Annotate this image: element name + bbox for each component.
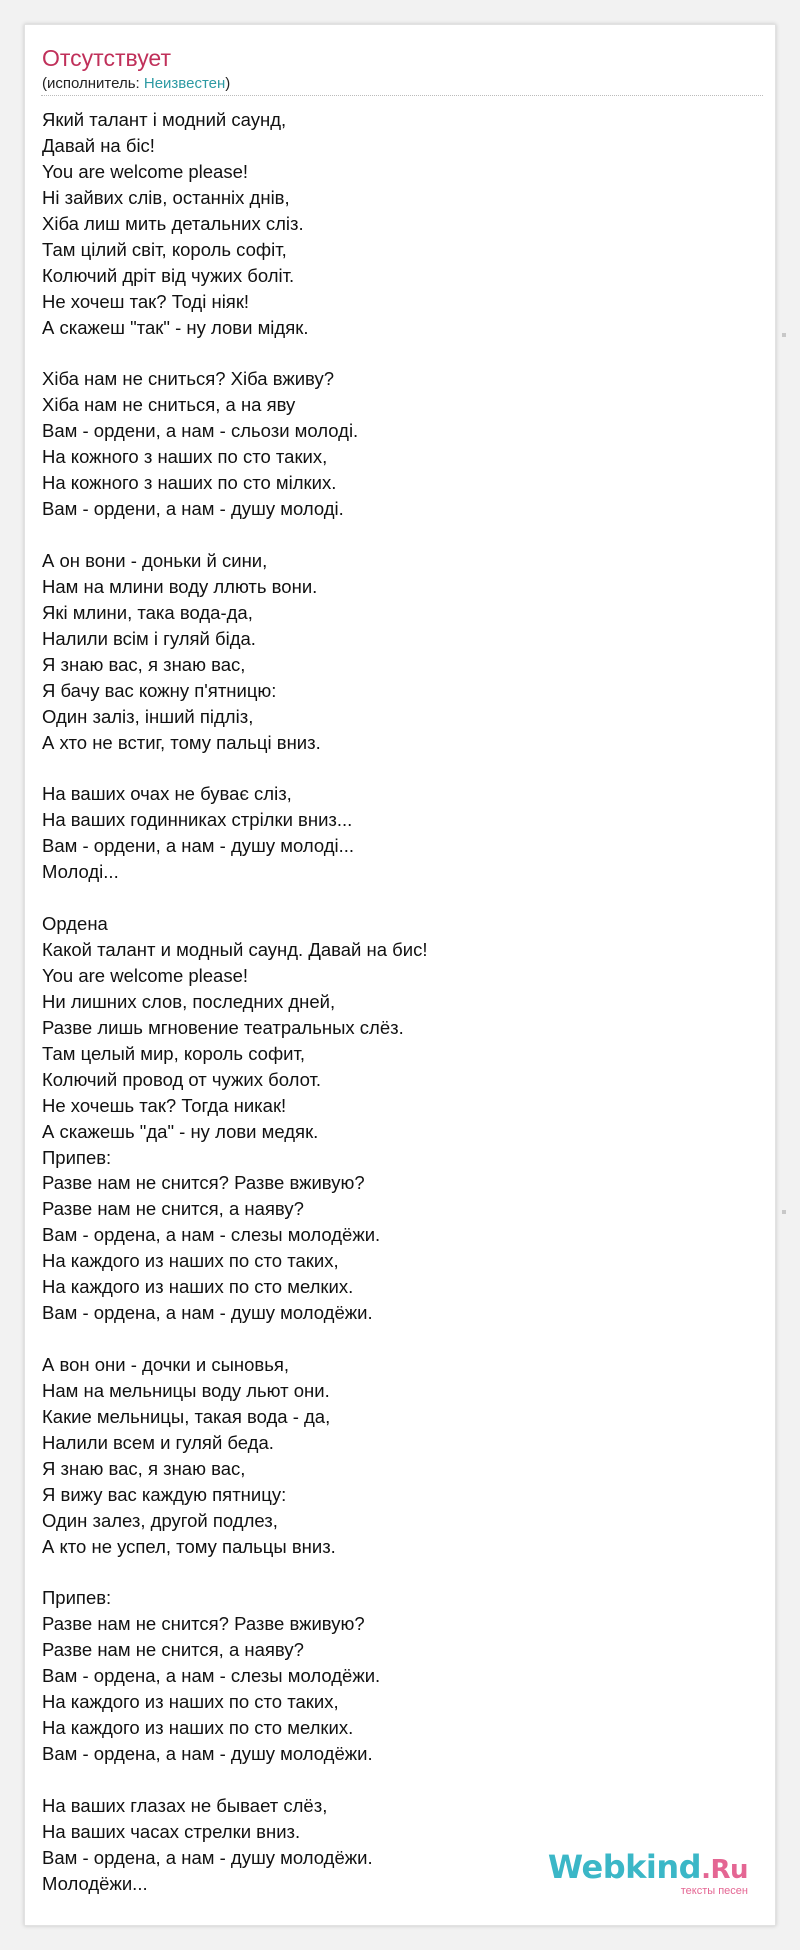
lyric-line: А вон они - дочки и сыновья,	[42, 1354, 290, 1375]
lyric-line: На каждого из наших по сто таких,	[42, 1250, 339, 1272]
stanza-break	[42, 340, 762, 366]
lyric-line: На кожного з наших по сто мілких.	[42, 472, 337, 494]
lyric-line: Не хочеш так? Тоді ніяк!	[42, 290, 250, 312]
lyric-line: Ни лишних слов, последних дней,	[42, 990, 336, 1012]
lyrics-card	[24, 24, 776, 1926]
lyric-line: Вам - ордена, а нам - душу молодёжи.	[42, 1846, 373, 1868]
lyric-line: Разве нам не снится? Разве вживую?	[42, 1172, 365, 1194]
lyric-line: Я знаю вас, я знаю вас,	[42, 653, 246, 675]
lyric-line: На кожного з наших по сто таких,	[42, 446, 328, 468]
lyric-line: You are welcome please!	[42, 964, 249, 986]
lyric-line: На ваших глазах не бывает слёз,	[42, 1794, 328, 1816]
stanza-break	[42, 1767, 762, 1793]
lyric-line: Ордена	[42, 913, 108, 935]
stanza-break	[42, 885, 762, 911]
lyric-line: Какие мельницы, такая вода - да,	[42, 1405, 331, 1427]
lyric-line: На ваших часах стрелки вниз.	[42, 1820, 301, 1842]
lyric-line: Хіба нам не сниться, а на яву	[42, 394, 296, 416]
lyric-line: Колючий провод от чужих болот.	[42, 1068, 322, 1090]
logo-tld: .Ru	[701, 1855, 748, 1885]
lyric-line: Хіба нам не сниться? Хіба вживу?	[42, 368, 335, 390]
lyric-line: Налили всем и гуляй беда.	[42, 1431, 274, 1453]
stanza-break	[42, 1560, 762, 1586]
lyric-line: Я вижу вас каждую пятницу:	[42, 1483, 287, 1505]
lyric-line: Давай на біс!	[42, 134, 155, 156]
artist-prefix: (исполнитель:	[42, 75, 144, 92]
lyric-line: Вам - ордена, а нам - душу молодёжи.	[42, 1302, 373, 1324]
lyric-line: Не хочешь так? Тогда никак!	[42, 1094, 287, 1116]
lyric-line: А скажешь "да" - ну лови медяк.	[42, 1120, 319, 1142]
lyric-line: Там целый мир, король софит,	[42, 1042, 306, 1064]
stanza-break	[42, 522, 762, 548]
lyrics-text	[42, 107, 762, 1897]
lyric-line: Вам - ордена, а нам - душу молодёжи.	[42, 1743, 373, 1765]
lyric-line: На ваших очах не буває сліз,	[42, 783, 292, 805]
lyric-line: Налили всім і гуляй біда.	[42, 627, 256, 649]
lyric-line: Який талант і модний саунд,	[42, 109, 287, 130]
title-divider	[41, 95, 763, 96]
site-logo[interactable]	[548, 1850, 748, 1897]
lyric-line: Вам - ордена, а нам - слезы молодёжи.	[42, 1665, 381, 1687]
lyric-line: На ваших годинниках стрілки вниз...	[42, 809, 353, 831]
artist-suffix: )	[225, 75, 231, 92]
lyric-line: Хіба лиш мить детальних сліз.	[42, 212, 304, 234]
lyric-line: Вам - ордени, а нам - душу молоді.	[42, 498, 344, 520]
lyric-line: Припев:	[42, 1146, 112, 1168]
lyric-line: Вам - ордени, а нам - душу молоді...	[42, 835, 355, 857]
lyric-line: Які млини, така вода-да,	[42, 601, 253, 623]
lyric-line: На каждого из наших по сто таких,	[42, 1691, 339, 1713]
lyric-line: Один залез, другой подлез,	[42, 1509, 278, 1531]
lyric-line: Припев:	[42, 1587, 112, 1609]
logo-name: Webkind	[547, 1848, 702, 1886]
lyric-line: Разве нам не снится, а наяву?	[42, 1639, 304, 1661]
lyric-line: Нам на мельницы воду льют они.	[42, 1379, 330, 1401]
lyric-line: Какой талант и модный саунд. Давай на бис!	[42, 939, 428, 960]
lyric-line: Колючий дріт від чужих боліт.	[42, 264, 295, 286]
lyric-line: Разве нам не снится? Разве вживую?	[42, 1613, 365, 1635]
lyric-line: Нам на млини воду ллють вони.	[42, 575, 318, 597]
lyric-line: Там цілий світ, король софіт,	[42, 238, 287, 260]
lyric-line: Молодёжи...	[42, 1872, 148, 1894]
artist-link[interactable]: Неизвестен	[143, 75, 226, 92]
stanza-break	[42, 755, 762, 781]
lyric-line: На каждого из наших по сто мелких.	[42, 1717, 354, 1739]
lyric-line: Разве лишь мгновение театральных слёз.	[42, 1016, 404, 1038]
logo-wordmark	[548, 1850, 748, 1887]
lyric-line: На каждого из наших по сто мелких.	[42, 1276, 354, 1298]
lyric-line: Я бачу вас кожну п'ятницю:	[42, 679, 277, 701]
logo-tagline: тексты песен	[680, 1885, 748, 1897]
stanza-break	[42, 1326, 762, 1352]
lyric-line: Ні зайвих слів, останніх днів,	[42, 186, 290, 208]
side-marker	[782, 333, 786, 337]
lyric-line: Вам - ордени, а нам - сльози молоді.	[42, 420, 359, 442]
artist-line	[42, 75, 230, 93]
lyric-line: Один заліз, інший підліз,	[42, 705, 254, 727]
lyric-line: Вам - ордена, а нам - слезы молодёжи.	[42, 1224, 381, 1246]
lyric-line: А он вони - доньки й сини,	[42, 549, 268, 571]
lyric-line: А кто не успел, тому пальцы вниз.	[42, 1535, 336, 1557]
lyric-line: А хто не встиг, тому пальці вниз.	[42, 731, 321, 753]
lyric-line: А скажеш "так" - ну лови мідяк.	[42, 316, 309, 338]
lyric-line: Разве нам не снится, а наяву?	[42, 1198, 304, 1220]
lyric-line: Молоді...	[42, 861, 119, 883]
lyric-line: You are welcome please!	[42, 160, 249, 182]
lyric-line: Я знаю вас, я знаю вас,	[42, 1457, 246, 1479]
song-title: Отсутствует	[42, 45, 171, 71]
side-marker	[782, 1210, 786, 1214]
